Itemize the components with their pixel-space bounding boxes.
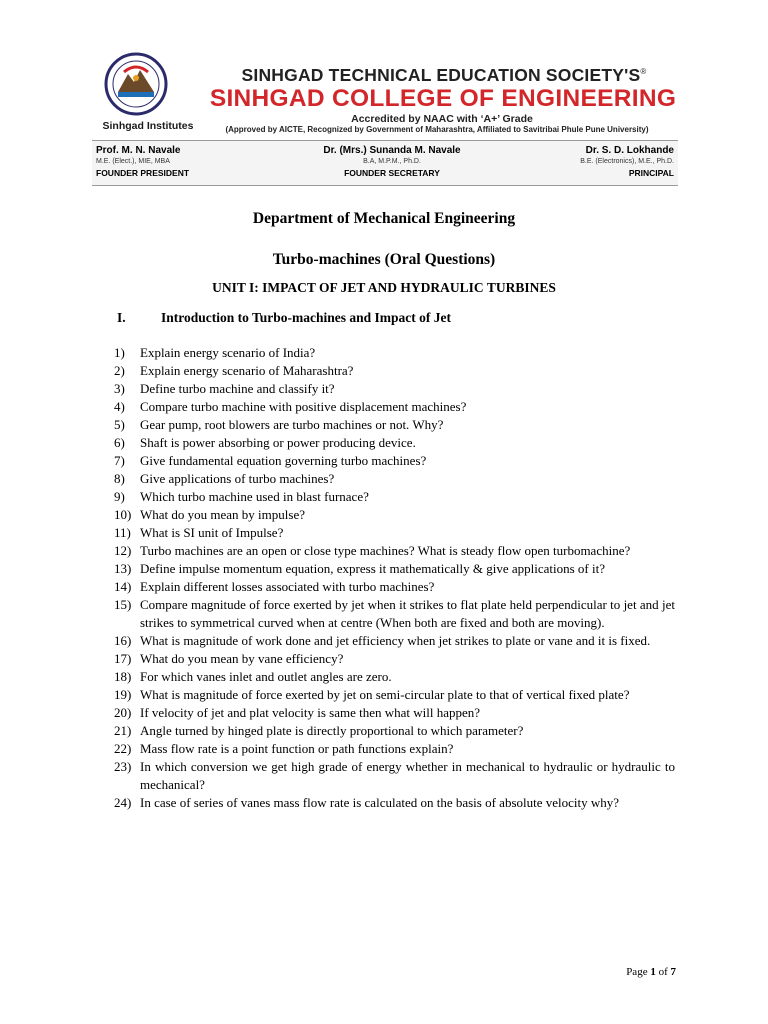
question-number: 21): [114, 723, 132, 738]
registered-mark: ®: [640, 67, 647, 77]
list-item: [114, 470, 675, 488]
question-text: Shaft is power absorbing or power producing device.: [140, 435, 416, 450]
person-role: FOUNDER SECRETARY: [344, 168, 440, 178]
list-item: [114, 362, 675, 380]
list-item: [114, 344, 675, 362]
question-text: What do you mean by vane efficiency?: [140, 651, 344, 666]
unit-title: UNIT I: IMPACT OF JET AND HYDRAULIC TURBINES: [212, 280, 556, 295]
question-number: 15): [114, 597, 132, 612]
list-item: [114, 524, 675, 542]
logo-caption: Sinhgad Institutes: [102, 120, 194, 132]
person-degrees: B.E. (Electronics), M.E., Ph.D.: [580, 158, 674, 165]
question-text: Explain energy scenario of Maharashtra?: [140, 363, 354, 378]
list-item: [114, 686, 675, 704]
question-text: Define impulse momentum equation, express it mathematically & give applications of it?: [140, 561, 605, 576]
question-number: 16): [114, 633, 132, 648]
question-text: For which vanes inlet and outlet angles are zero.: [140, 669, 392, 684]
question-number: 20): [114, 705, 132, 720]
page-number: [626, 966, 676, 978]
question-text: In case of series of vanes mass flow rate is calculated on the basis of absolute velocity why?: [140, 795, 620, 810]
accreditation-line: Accredited by NAAC with ‘A+’ Grade: [351, 113, 533, 125]
list-item: [114, 452, 675, 470]
list-item: [114, 632, 675, 650]
question-number: 7): [114, 453, 125, 468]
question-number: 22): [114, 741, 132, 756]
question-text: Turbo machines are an open or close type machines? What is steady flow open turbomachine?: [140, 543, 631, 558]
question-text: Explain energy scenario of India?: [140, 345, 316, 360]
question-number: 3): [114, 381, 125, 396]
question-number: 5): [114, 417, 125, 432]
page-prefix: Page: [626, 966, 651, 978]
question-number: 23): [114, 759, 132, 774]
department-title: Department of Mechanical Engineering: [252, 210, 516, 227]
question-text: Give fundamental equation governing turbo machines?: [140, 453, 427, 468]
question-number: 13): [114, 561, 132, 576]
founder-secretary: [292, 145, 492, 178]
subject-title: Turbo-machines (Oral Questions): [272, 251, 496, 268]
list-item: [114, 740, 675, 758]
list-item: [114, 758, 675, 794]
question-text: Gear pump, root blowers are turbo machines or not. Why?: [140, 417, 444, 432]
society-name: [224, 65, 664, 86]
question-number: 9): [114, 489, 125, 504]
list-item: [114, 506, 675, 524]
question-text: What is magnitude of force exerted by jet on semi-circular plate to that of vertical fixed plate?: [140, 687, 630, 702]
list-item: [114, 398, 675, 416]
question-text: Give applications of turbo machines?: [140, 471, 335, 486]
question-number: 14): [114, 579, 132, 594]
question-text: What is SI unit of Impulse?: [140, 525, 284, 540]
question-number: 17): [114, 651, 132, 666]
question-text: In which conversion we get high grade of energy whether in mechanical to hydraulic or hydraulic to mechanical?: [140, 759, 675, 792]
question-number: 12): [114, 543, 132, 558]
founder-president: [96, 145, 189, 178]
society-text: SINHGAD TECHNICAL EDUCATION SOCIETY'S: [241, 65, 641, 85]
question-text: Explain different losses associated with turbo machines?: [140, 579, 435, 594]
section-heading: [117, 310, 677, 326]
question-text: Compare turbo machine with positive displacement machines?: [140, 399, 467, 414]
list-item: [114, 578, 675, 596]
question-text: If velocity of jet and plat velocity is same then what will happen?: [140, 705, 481, 720]
question-text: Angle turned by hinged plate is directly proportional to which parameter?: [140, 723, 524, 738]
person-name: Dr. (Mrs.) Sunanda M. Navale: [323, 145, 461, 156]
founders-bar: [92, 140, 678, 186]
college-name: SINHGAD COLLEGE OF ENGINEERING: [209, 85, 677, 112]
list-item: [114, 668, 675, 686]
question-text: Mass flow rate is a point function or path functions explain?: [140, 741, 454, 756]
question-number: 11): [114, 525, 131, 540]
person-degrees: M.E. (Elect.), MIE, MBA: [96, 158, 170, 165]
question-number: 4): [114, 399, 125, 414]
person-role: FOUNDER PRESIDENT: [96, 168, 190, 178]
question-list: [114, 344, 675, 812]
question-number: 1): [114, 345, 125, 360]
question-number: 19): [114, 687, 132, 702]
question-text: What is magnitude of work done and jet efficiency when jet strikes to plate or vane and it is fixed.: [140, 633, 651, 648]
question-text: Which turbo machine used in blast furnace?: [140, 489, 369, 504]
person-degrees: B.A, M.P.M., Ph.D.: [363, 158, 421, 165]
question-text: Define turbo machine and classify it?: [140, 381, 335, 396]
question-text: Compare magnitude of force exerted by jet when it strikes to flat plate held perpendicular to jet and jet strikes to symmetrical curved when at centre (When both are fixed and both are moving).: [140, 597, 675, 630]
question-number: 24): [114, 795, 132, 810]
question-number: 8): [114, 471, 125, 486]
person-role: PRINCIPAL: [628, 168, 674, 178]
list-item: [114, 416, 675, 434]
section-number: I.: [117, 310, 126, 325]
principal: [580, 145, 674, 178]
list-item: [114, 650, 675, 668]
question-number: 10): [114, 507, 132, 522]
list-item: [114, 596, 675, 632]
question-number: 6): [114, 435, 125, 450]
total-pages: 7: [670, 966, 676, 978]
list-item: [114, 542, 675, 560]
person-name: Prof. M. N. Navale: [96, 145, 181, 156]
question-text: What do you mean by impulse?: [140, 507, 305, 522]
page-of: of: [655, 966, 671, 978]
person-name: Dr. S. D. Lokhande: [585, 145, 674, 156]
approval-line: (Approved by AICTE, Recognized by Government of Maharashtra, Affiliated to Savitribai Phule Pune University): [225, 125, 649, 134]
list-item: [114, 794, 675, 812]
current-page: 1: [650, 966, 656, 978]
question-number: 2): [114, 363, 125, 378]
letterhead: [92, 48, 678, 198]
section-title: Introduction to Turbo-machines and Impact of Jet: [161, 310, 452, 325]
list-item: [114, 434, 675, 452]
list-item: [114, 380, 675, 398]
list-item: [114, 488, 675, 506]
list-item: [114, 704, 675, 722]
list-item: [114, 560, 675, 578]
question-number: 18): [114, 669, 132, 684]
list-item: [114, 722, 675, 740]
